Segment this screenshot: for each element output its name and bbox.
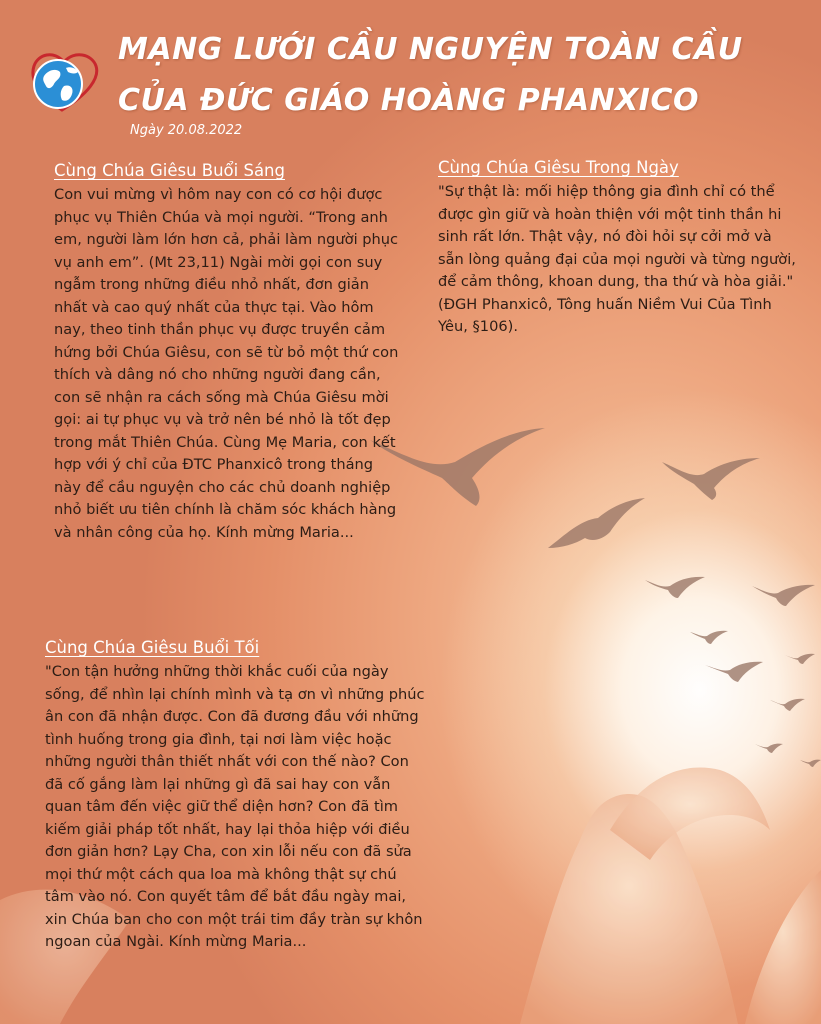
evening-section <box>45 638 425 954</box>
page-title-line-2: CỦA ĐỨC GIÁO HOÀNG PHANXICO <box>118 83 699 118</box>
globe-heart-icon <box>26 48 100 114</box>
flying-birds-icon <box>370 428 821 767</box>
header <box>0 0 821 150</box>
evening-section-body: "Con tận hưởng những thời khắc cuối của ngày sống, để nhìn lại chính mình và tạ ơn vì những phúc ân con đã nhận được. Con đã đương đầu với những tình huống trong gia đình, tại nơi làm việc hoặc những người thân thiết nhất với con thế nào? Con đã cố gắng làm lại những gì đã sai hay con vẫn quan tâm đến việc giữ thể diện hơn? Con đã tìm kiếm giải pháp tốt nhất, hay lại thỏa hiệp với điều đơn giản hơn? Lạy Cha, con xin lỗi nếu con đã sửa mọi thứ một cách qua loa mà không thật sự chú tâm vào nó. Con quyết tâm để bắt đầu ngày mai, xin Chúa ban cho con một trái tim đầy tràn sự khôn ngoan của Ngài. Kính mừng Maria... <box>45 663 425 950</box>
day-section-body: "Sự thật là: mối hiệp thông gia đình chỉ có thể được gìn giữ và hoàn thiện với một tinh thần hi sinh rất lớn. Thật vậy, nó đòi hỏi sự cởi mở và sẵn lòng quảng đại của mọi người và từng người, để cảm thông, khoan dung, tha thứ và hòa giải." (ĐGH Phanxicô, Tông huấn Niềm Vui Của Tình Yêu, §106). <box>438 183 796 335</box>
date-label: Ngày 20.08.2022 <box>130 123 243 138</box>
day-section-title: Cùng Chúa Giêsu Trong Ngày <box>438 158 679 177</box>
morning-section-body: Con vui mừng vì hôm nay con có cơ hội được phục vụ Thiên Chúa và mọi người. “Trong anh em, người làm lớn hơn cả, phải làm người phục vụ anh em”. (Mt 23,11) Ngài mời gọi con suy ngẫm trong những điều nhỏ nhất, đơn giản nhất và cao quý nhất của thực tại. Vào hôm nay, theo tinh thần phục vụ được truyền cảm hứng bởi Chúa Giêsu, con sẽ từ bỏ một thứ con thích và dâng nó cho những người đang cần, con sẽ nhận ra cách sống mà Chúa Giêsu mời gọi: ai tự phục vụ và trở nên bé nhỏ là tốt đẹp trong mắt Thiên Chúa. Cùng Mẹ Maria, con kết hợp với ý chỉ của ĐTC Phanxicô trong tháng này để cầu nguyện cho các chủ doanh nghiệp nhỏ biết ưu tiên chính là chăm sóc khách hàng và nhân công của họ. Kính mừng Maria... <box>54 186 399 541</box>
day-section <box>438 158 798 339</box>
page-title-line-1: MẠNG LƯỚI CẦU NGUYỆN TOÀN CẦU <box>118 32 743 67</box>
evening-section-title: Cùng Chúa Giêsu Buổi Tối <box>45 638 260 657</box>
morning-section <box>54 161 399 544</box>
morning-section-title: Cùng Chúa Giêsu Buổi Sáng <box>54 161 285 180</box>
